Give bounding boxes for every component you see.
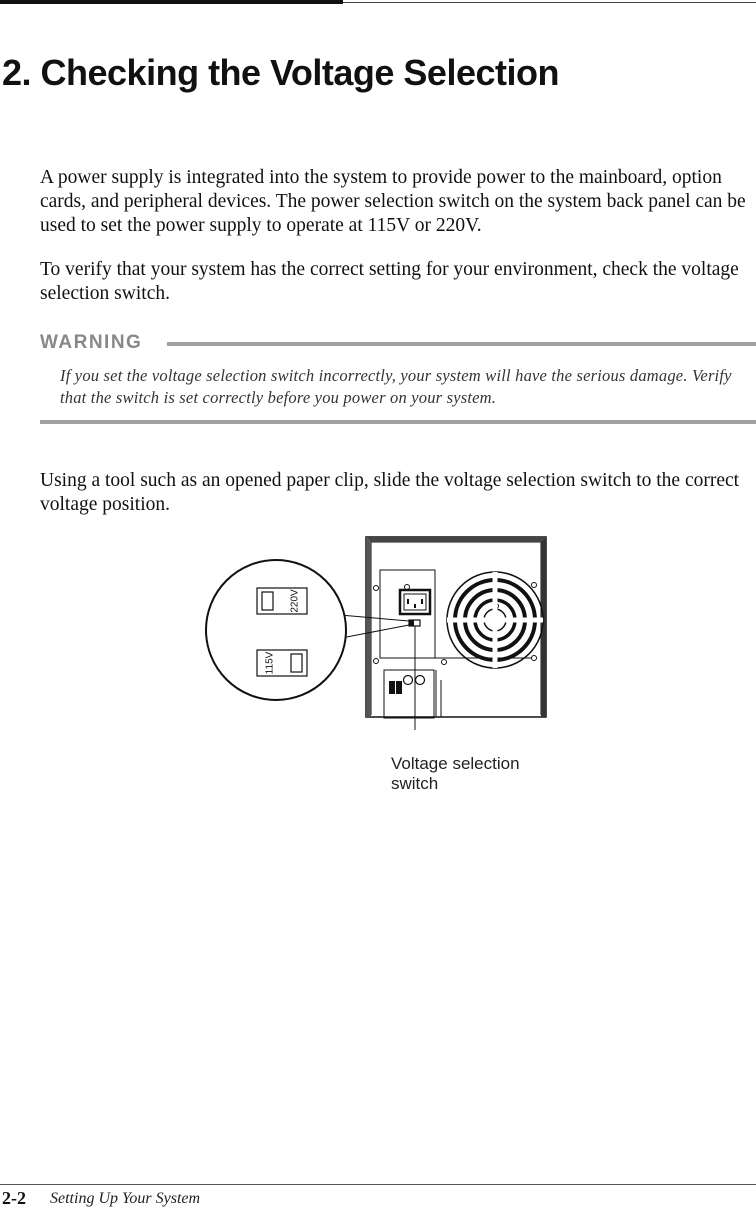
warning-rule-top [167,342,756,346]
intro-paragraph: A power supply is integrated into the system to provide power to the mainboard, option cards, and peripheral devices. The power selection switch on the system back panel can be used to set the power supply to operate at 115V or 220V. [40,167,746,236]
verify-paragraph: To verify that your system has the correct setting for your environment, check the voltage selection switch. [40,259,739,304]
header-rule-thick [0,0,343,4]
footer-page-number: 2-2 [2,1188,26,1208]
warning-rule-bottom [40,420,756,424]
header-rule-thin [343,2,756,3]
footer-section-title: Setting Up Your System [50,1190,201,1207]
caption-line-2: switch [391,774,439,793]
page-title: 2. Checking the Voltage Selection [2,52,559,93]
case-back-panel [366,537,546,718]
instruction-paragraph: Using a tool such as an opened paper clip, slide the voltage selection switch to the correct voltage position. [40,470,740,515]
back-panel-illustration [200,530,560,730]
figure-caption [391,754,520,794]
caption-line-1: Voltage selection [391,754,520,773]
switch-magnified-callout [206,560,346,700]
footer-rule [0,1184,756,1185]
warning-label: WARNING [40,332,143,353]
switch-label-220v: 220V [289,589,301,613]
switch-label-115v: 115V [264,651,276,675]
warning-text: If you set the voltage selection switch incorrectly, your system will have the serious damage. Verify that the switch is set correctly before you power on your system. [60,366,732,407]
